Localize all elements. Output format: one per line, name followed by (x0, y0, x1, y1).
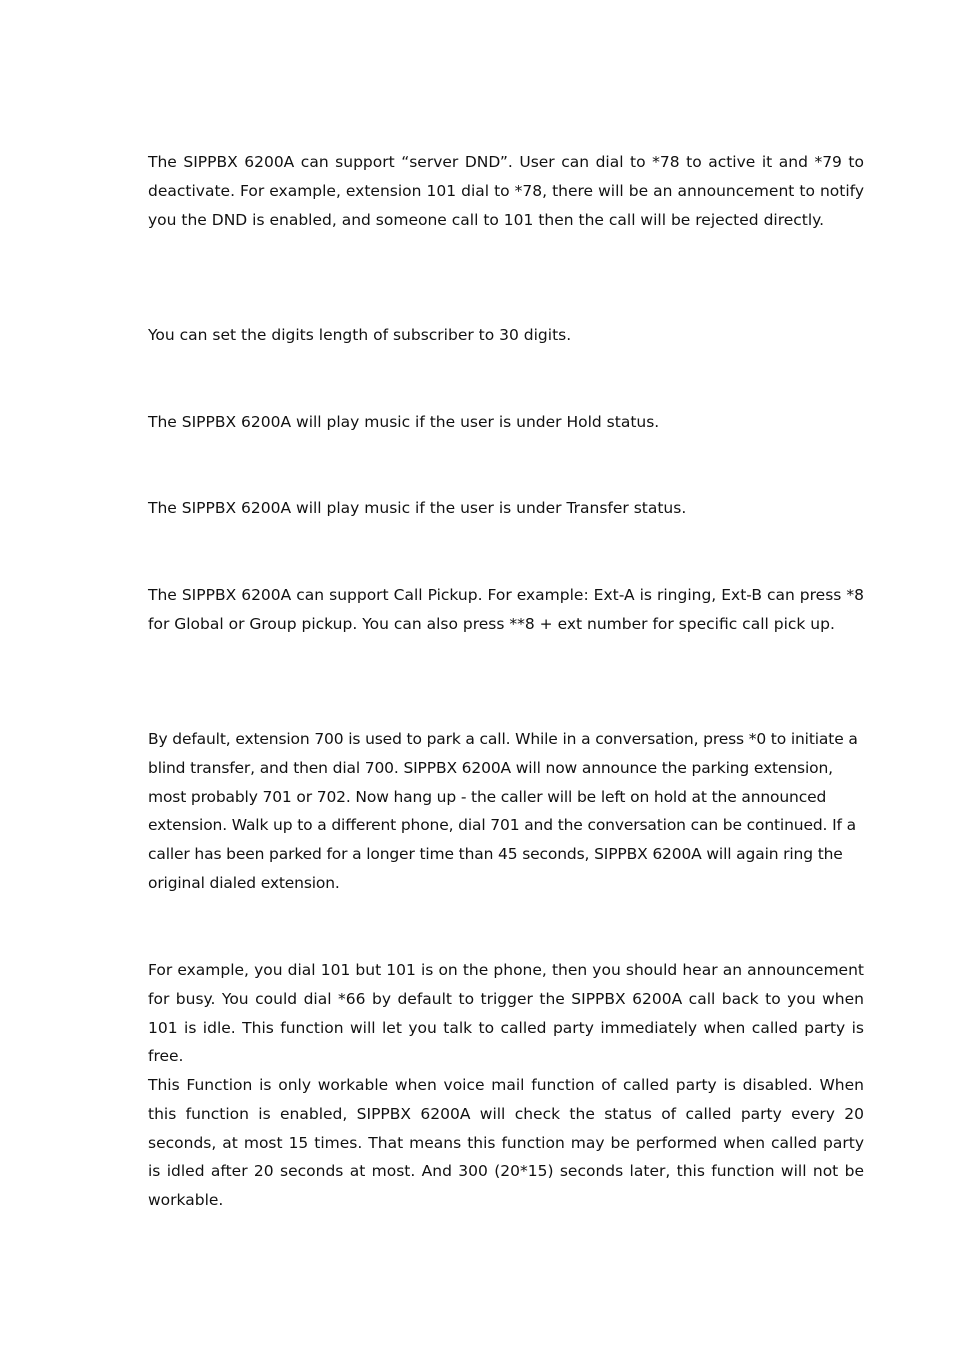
paragraph-call-back-conditions: This Function is only workable when voice mail function of called party is disabled. When this function is enabled, SIPPBX 6200A will check the status of called party every 20 seconds, at most 15 times. That means this function may be performed when called party is idled after 20 seconds at most. And 300 (20*15) seconds later, this function will not be workable. (148, 1076, 864, 1210)
paragraph-server-dnd: The SIPPBX 6200A can support “server DND”. User can dial to *78 to active it and *79 to deactivate. For example, extension 101 dial to *78, there will be an announcement to notify you the DND is enabled, and someone call to 101 then the call will be rejected directly. (148, 153, 864, 229)
paragraph-call-park: By default, extension 700 is used to park a call. While in a conversation, press *0 to initiate a blind transfer, and then dial 700. SIPPBX 6200A will now announce the parking extension, most probably 701 or 702. Now hang up - the caller will be left on hold at the announced extension. Walk up to a different phone, dial 701 and the conversation can be continued. If a caller has been parked for a longer time than 45 seconds, SIPPBX 6200A will again ring the original dialed extension. (148, 730, 858, 892)
paragraph-music-on-transfer: The SIPPBX 6200A will play music if the user is under Transfer status. (148, 499, 687, 517)
paragraph-music-on-hold: The SIPPBX 6200A will play music if the user is under Hold status. (148, 413, 660, 431)
paragraph-call-back-busy: For example, you dial 101 but 101 is on the phone, then you should hear an announcement for busy. You could dial *66 by default to trigger the SIPPBX 6200A call back to you when 101 is idle. This function will let you talk to called party immediately when called party is free. (148, 961, 864, 1066)
paragraph-call-pickup: The SIPPBX 6200A can support Call Pickup. For example: Ext-A is ringing, Ext-B can press *8 for Global or Group pickup. You can also press **8 + ext number for specific call pick up. (148, 586, 864, 633)
paragraph-digits-length: You can set the digits length of subscriber to 30 digits. (148, 326, 572, 344)
